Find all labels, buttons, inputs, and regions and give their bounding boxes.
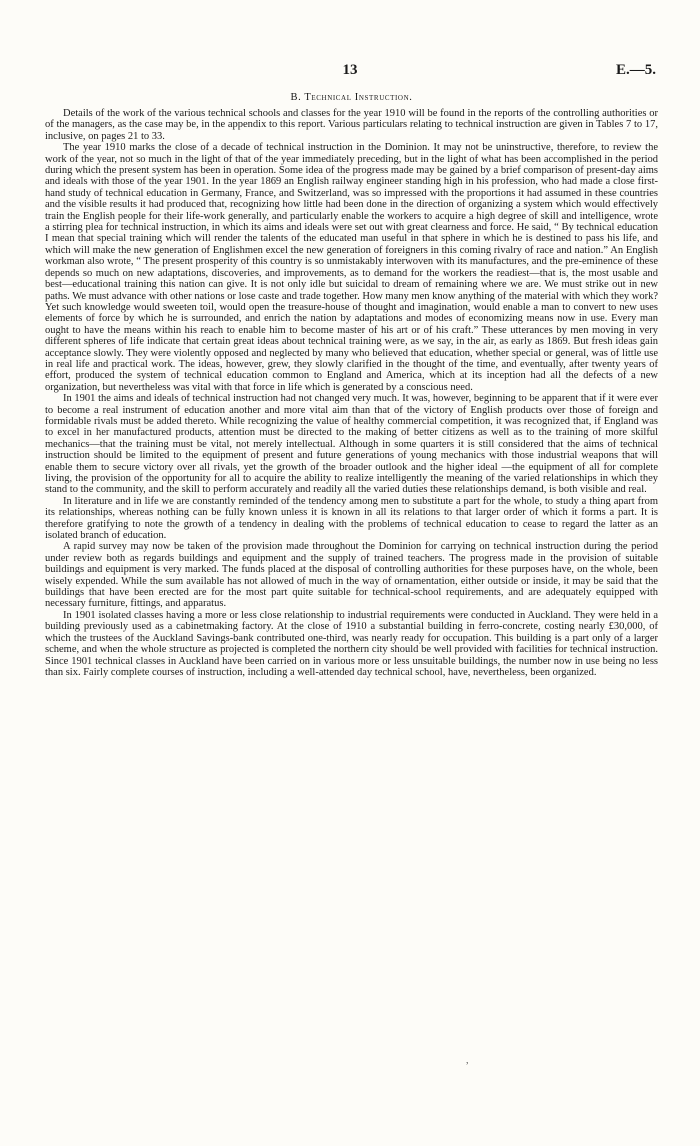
footer-mark: , [466, 1055, 469, 1066]
paragraph: Details of the work of the various technical schools and classes for the year 1910 will be found in the reports of the controlling authorities or of the managers, as the case may be, in the appendix to this report. Various particulars relating to technical instruction are given in Tables 7 to 17, inclusive, on pages 21 to 33. [45, 108, 658, 142]
document-reference: E.—5. [615, 62, 656, 78]
page-number: 13 [342, 62, 358, 78]
paragraph: In literature and in life we are constantly reminded of the tendency among men to substitute a part for the whole, to study a thing apart from its relationships, whereas nothing can be fully known unless it is known in all its relations to that larger order of which it forms a part. It is therefore gratifying to note the growth of a tendency in dealing with the problems of technical education to cease to regard the latter as an isolated branch of education. [45, 495, 658, 542]
paragraph: In 1901 isolated classes having a more or less close relationship to industrial requirements were conducted in Auckland. They were held in a building previously used as a cabinetmaking factory. At the close of 1910 a substantial building in ferro-concrete, costing nearly £30,000, of which the trustees of the Auckland Savings-bank contributed one-third, was nearly ready for occupation. This building is a part only of a larger scheme, and when the whole structure as projected is completed the northern city should be well provided with facilities for technical instruction. Since 1901 technical classes in Auckland have been carried on in various more or less unsuitable buildings, the number now in use being no less than six. Fairly complete courses of instruction, including a well-attended day technical school, have, nevertheless, been organized. [45, 609, 658, 678]
section-heading: B. Technical Instruction. [290, 92, 413, 103]
paragraph: A rapid survey may now be taken of the provision made throughout the Dominion for carrying on technical instruction during the period under review both as regards buildings and equipment and the supply of trained teachers. The progress made in the provision of suitable buildings and equipment is very marked. The funds placed at the disposal of controlling authorities for these purposes have, on the whole, been wisely expended. While the sum available has not allowed of much in the way of ornamentation, either outside or inside, it may be said that the buildings that have been erected are for the most part quite suitable for technical-school requirements, and are adequately equipped with necessary furniture, fittings, and apparatus. [45, 541, 658, 610]
paragraph: In 1901 the aims and ideals of technical instruction had not changed very much. It was, however, beginning to be apparent that if it were ever to become a real instrument of education another and more vital aim than that of the victory of English products over those of foreign and formidable rivals must be added thereto. While recognizing the value of healthy commercial competition, it was recognized that, if England was to excel in her manufactured products, attention must be directed to the making of better citizens as well as to the training of more skilful mechanics—that the training must be vital, not merely intellectual. Although in some quarters it is still considered that the aims of technical instruction should be limited to the equipment of present and future generations of young mechanics with those industrial weapons that will enable them to secure victory over all rivals, yet the growth of the broader outlook and the higher ideal —the equipment of all for complete living, the provision of the opportunity for all to acquire the ability to realize intelligently the meaning of the varied relationships in which they stand to the community, and the skill to perform accurately and readily all the varied duties these relationships demand, is both visible and real. [45, 393, 658, 496]
paragraph: The year 1910 marks the close of a decade of technical instruction in the Dominion. It may not be uninstructive, therefore, to review the work of the year, not so much in the light of that of the year immediately preceding, but in the light of what has been accomplished in the period during which the present system has been in operation. Some idea of the progress made may be gained by a brief comparison of present-day aims and ideals with those of the year 1901. In the year 1869 an English railway engineer standing high in his profession, who had made a close first-hand study of technical education in Germany, France, and Switzerland, was so impressed with the proportions it had assumed in these countries and the visible results it had produced that, recognizing how little had been done in the direction of organizing a system which would effectively train the English people for their life-work generally, and particularly enable the workers to acquire a high degree of skill and intelligence, wrote a stirring plea for technical instruction, in which its aims and ideals were set out with great clearness and force. He said, “ By technical education I mean that special training which will render the talents of the educated man useful in that sphere in which he is destined to pass his life, and which will make the new generation of Englishmen excel the new generation of foreigners in this coming rivalry of race and nation.” An English workman also wrote, “ The present prosperity of this country is so unmistakably interwoven with its manufactures, and the pre-eminence of these depends so much on new adaptations, discoveries, and improvements, as to demand for the workers the readiest—that is, the most usable and best—educational training this nation can give. It is not only idle but suicidal to dream of remaining where we are. We must strike out in new paths. We must advance with other nations or lose caste and trade together. How many men know anything of the material with which they work? Yet such knowledge would sweeten toil, would open the treasure-house of thought and imagination, would enable a man to convert to new uses elements of force by which he is surrounded, and enrich the nation by adaptations and modes of economizing means now in use. Every man ought to have the means within his reach to enable him to become master of his art or of his craft.” These utterances by men moving in very different spheres of life indicate that certain great ideas about technical training were, as we say, in the air, as early as 1869. But fresh ideas gain acceptance slowly. They were violently opposed and neglected by many who believed that education, whether special or general, was of little use in real life and practical work. The ideas, however, grew, they slowly clarified in the thought of the time, and eventually, after twenty years of effort, produced the system of technical education common to England and America, which at its inception had all the defects of a new organization, but nevertheless was vital with that force in life which is generated by a conscious need. [45, 142, 658, 393]
body-text [45, 108, 658, 678]
